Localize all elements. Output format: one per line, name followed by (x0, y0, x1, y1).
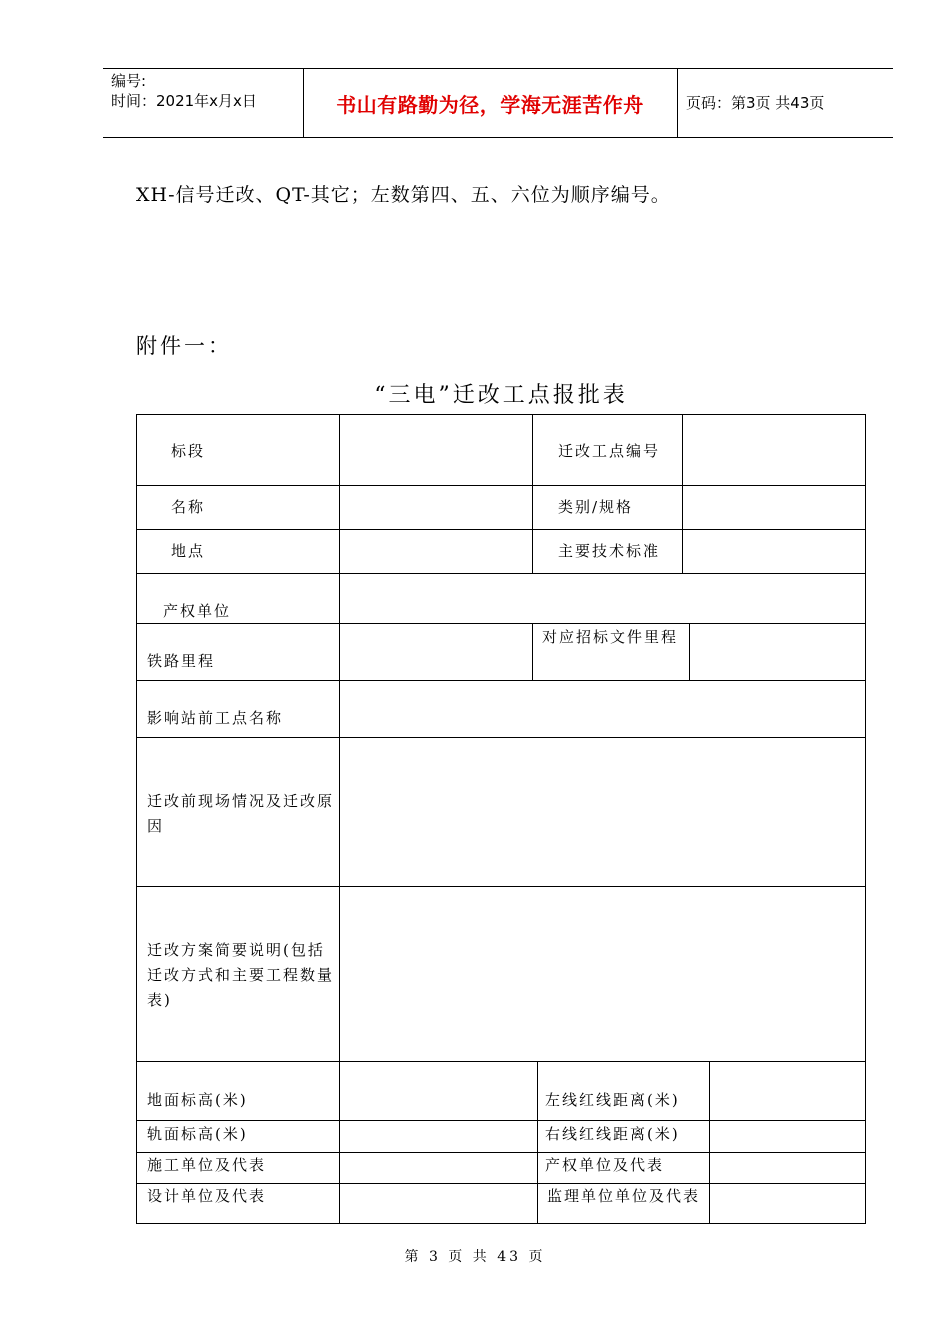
page-header (103, 68, 893, 138)
label-design-unit: 设计单位及代表 (147, 1187, 267, 1205)
column-line (532, 623, 533, 680)
label-pre-situation (147, 789, 334, 839)
label-category-spec: 类别/规格 (558, 498, 634, 516)
label-supervision-unit: 监理单位单位及代表 (547, 1187, 701, 1205)
column-line (537, 1061, 538, 1223)
label-affected-site-name: 影响站前工点名称 (147, 709, 284, 727)
form-title: “三电”迁改工点报批表 (374, 383, 628, 408)
column-line (709, 1061, 710, 1223)
label-location: 地点 (171, 542, 206, 560)
label-section: 标段 (171, 442, 206, 460)
page-footer: 第 3 页 共 43 页 (404, 1249, 546, 1265)
label-plan-line1: 迁改方案简要说明(包括 (147, 941, 325, 959)
label-right-redline: 右线红线距离(米) (545, 1125, 680, 1143)
label-rail-elevation: 轨面标高(米) (147, 1125, 248, 1143)
label-bid-doc-mileage: 对应招标文件里程 (542, 628, 679, 646)
header-motto: 书山有路勤为径，学海无涯苦作舟 (336, 92, 644, 117)
row-line (137, 485, 865, 486)
label-left-redline: 左线红线距离(米) (545, 1091, 680, 1109)
column-line (689, 623, 690, 680)
header-divider (677, 69, 678, 137)
time-label: 时间：2021年x月x日 (111, 92, 257, 110)
body-paragraph: XH-信号迁改、QT-其它；左数第四、五、六位为顺序编号。 (136, 184, 671, 206)
row-line (137, 1061, 865, 1062)
label-plan-line2: 迁改方式和主要工程数量 (147, 966, 335, 984)
label-pre-situation-line1: 迁改前现场情况及迁改原 (147, 792, 335, 810)
label-plan (147, 938, 334, 1013)
attachment-label: 附件一： (136, 334, 232, 358)
row-line (137, 623, 865, 624)
row-line (137, 1120, 865, 1121)
row-line (137, 737, 865, 738)
column-line (339, 415, 340, 1223)
header-page-info: 页码：第3页 共43页 (686, 94, 825, 112)
row-line (137, 886, 865, 887)
label-railway-mileage: 铁路里程 (147, 652, 216, 670)
label-plan-line3: 表) (147, 991, 172, 1009)
label-property-unit: 产权单位 (163, 602, 232, 620)
row-line (137, 573, 865, 574)
label-name: 名称 (171, 498, 206, 516)
column-line (532, 415, 533, 573)
label-pre-situation-line2: 因 (147, 817, 165, 835)
label-construction-unit: 施工单位及代表 (147, 1156, 267, 1174)
label-main-tech-standard: 主要技术标准 (558, 542, 661, 560)
column-line (682, 415, 683, 573)
row-line (137, 680, 865, 681)
row-line (137, 529, 865, 530)
approval-form-table (136, 414, 866, 1224)
header-meta (111, 71, 257, 111)
label-site-number: 迁改工点编号 (558, 442, 661, 460)
label-property-unit-rep: 产权单位及代表 (545, 1156, 665, 1174)
label-ground-elevation: 地面标高(米) (147, 1091, 248, 1109)
serial-label: 编号: (111, 72, 147, 90)
